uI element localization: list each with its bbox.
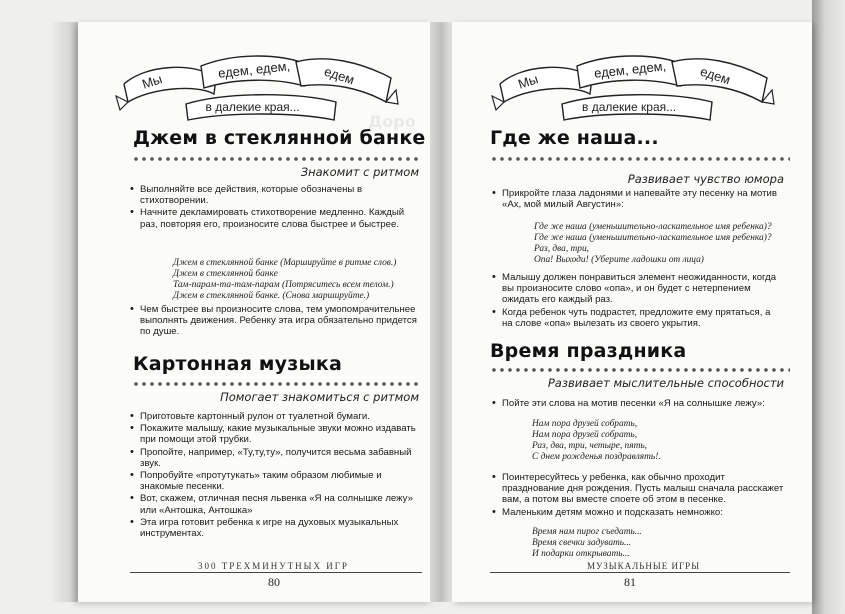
verse-line: С днем рожденья поздравлять!. <box>532 452 661 462</box>
verse-holiday-time <box>532 419 661 463</box>
bullet-list-holiday-time-end <box>492 472 788 519</box>
running-footer: МУЗЫКАЛЬНЫЕ ИГРЫ <box>587 561 701 571</box>
section-subtitle-jam: Знакомит с ритмом <box>300 165 419 179</box>
verse-line: Где же наша (уменьшительно-ласкательное имя ребенка)? <box>534 222 772 232</box>
verse-line: Опа! Выходи! (Уберите ладошки от лица) <box>534 255 704 265</box>
list-item: • Чем быстрее вы произносите слова, тем умопомрачительнее выполнять движения. Ребенку эта игра обязательно придется по душе. <box>130 304 422 338</box>
bullet-list-jam-end <box>130 304 422 339</box>
section-title-holiday-time: Время праздника <box>490 340 687 362</box>
list-item: • Пойте эти слова на мотив песенки «Я на солнышке лежу»: <box>492 398 788 409</box>
right-page-edges <box>812 0 845 614</box>
left-page <box>78 22 433 602</box>
list-item: • Прикройте глаза ладонями и напевайте эту песенку на мотив «Ах, мой милый Августин»: <box>492 188 782 210</box>
bullet-list-holiday-time <box>492 398 788 410</box>
verse-line: Время свечки задувать... <box>532 538 632 548</box>
banner-word-far-lands: в далекие края... <box>205 100 300 114</box>
list-item: • Когда ребенок чуть подрастет, предложите ему прятаться, а на слове «опа» вылезать из своего укрытия. <box>492 307 782 329</box>
bleed-through-text: Доро <box>368 112 416 131</box>
verse-line: Раз, два, три, четыре, пять, <box>532 441 647 451</box>
verse-line: Джем в стеклянной банке. (Снова маршируйте.) <box>173 291 370 301</box>
banner-word-going: едем, едем, <box>216 58 291 81</box>
list-item: • Пропойте, например, «Ту,ту,ту», получится весьма забавный звук. <box>130 447 422 469</box>
banner-word-going-end: едем <box>698 63 733 88</box>
dotted-divider <box>132 155 422 163</box>
list-item: • Выполняйте все действия, которые обозначены в стихотворении. <box>130 184 422 206</box>
bullet-list-jam <box>130 184 422 231</box>
dotted-divider <box>132 380 422 388</box>
verse-line: Там-парам-та-там-парам (Потряситесь всем телом.) <box>173 280 394 290</box>
verse-line: Раз, два, три, <box>534 244 590 254</box>
banner-word-going: едем, едем, <box>593 58 667 81</box>
verse-line: Джем в стеклянной банке <box>173 269 278 279</box>
page-number: 81 <box>624 575 636 589</box>
verse-line: Нам пора друзей собрать, <box>532 430 638 440</box>
list-item: • Покажите малышу, какие музыкальные звуки можно издавать при помощи этой трубки. <box>130 423 422 445</box>
list-item: • Приготовьте картонный рулон от туалетной бумаги. <box>130 411 422 422</box>
dotted-divider <box>490 155 790 163</box>
ribbon-banner <box>482 44 782 122</box>
section-title-jam: Джем в стеклянной банке <box>133 127 426 149</box>
section-title-where-is: Где же наша... <box>490 127 659 149</box>
section-subtitle-where-is: Развивает чувство юмора <box>627 172 784 186</box>
list-item: • Малышу должен понравиться элемент неожиданности, когда вы произносите слово «опа», и он будет с нетерпением ожидать его каждый раз. <box>492 272 782 306</box>
section-title-cardboard-music: Картонная музыка <box>133 353 342 375</box>
right-page <box>452 22 812 602</box>
verse-line: Время нам пирог съедать... <box>532 527 642 537</box>
list-item: • Эта игра готовит ребенка к игре на духовых музыкальных инструментах. <box>130 517 422 539</box>
dotted-divider <box>490 366 790 374</box>
section-subtitle-holiday-time: Развивает мыслительные способности <box>547 376 784 390</box>
footer-rule <box>490 572 790 573</box>
footer-rule <box>130 572 422 573</box>
page-number: 80 <box>268 575 280 589</box>
bullet-list-where-is-end <box>492 272 782 330</box>
list-item: • Попробуйте «протутукать» таким образом любимые и знакомые песенки. <box>130 470 422 492</box>
verse-line: Джем в стеклянной банке (Маршируйте в ритме слов.) <box>173 258 397 268</box>
verse-line: Нам пора друзей собрать, <box>532 419 638 429</box>
ribbon-banner <box>106 44 406 122</box>
left-page-edges <box>52 22 78 602</box>
list-item: • Поинтересуйтесь у ребенка, как обычно проходит празднование дня рождения. Пусть малыш сначала расскажет вам, а потом вы вместе споете об этом в песенке. <box>492 472 788 506</box>
bullet-list-cardboard-music <box>130 411 422 540</box>
list-item: • Вот, скажем, отличная песня львенка «Я на солнышке лежу» или «Антошка, Антошка» <box>130 493 422 515</box>
verse-line: Где же наша (уменьшительно-ласкательное имя ребенка)? <box>534 233 772 243</box>
verse-jam <box>173 258 396 302</box>
verse-where-is <box>534 222 772 266</box>
verse-holiday-time-2 <box>532 527 642 560</box>
list-item: • Маленьким детям можно и подсказать немножко: <box>492 507 788 518</box>
banner-word-we: Мы <box>516 71 541 92</box>
bullet-list-where-is <box>492 188 782 211</box>
list-item: • Начните декламировать стихотворение медленно. Каждый раз, повторяя его, произносите слова быстрее и быстрее. <box>130 207 422 229</box>
section-subtitle-cardboard-music: Помогает знакомиться с ритмом <box>220 390 419 404</box>
banner-word-far-lands: в далекие края... <box>582 100 677 114</box>
running-footer: 300 ТРЕХМИНУТНЫХ ИГР <box>198 561 349 571</box>
banner-word-we: Мы <box>139 71 164 92</box>
verse-line: И подарки открывать... <box>532 549 630 559</box>
banner-word-going-end: едем <box>321 63 356 88</box>
